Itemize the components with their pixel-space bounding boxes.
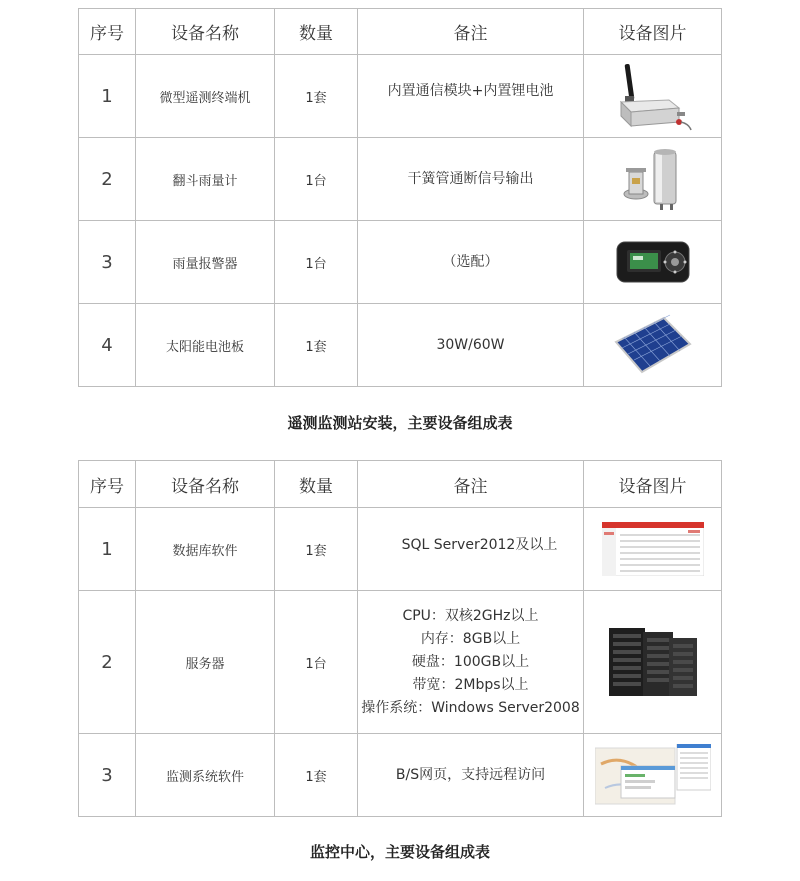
row-qty: 1台: [275, 591, 358, 734]
header-image: 设备图片: [584, 9, 722, 55]
header-image: 设备图片: [584, 461, 722, 508]
row-note: B/S网页，支持远程访问: [358, 734, 584, 817]
table-row: [79, 138, 722, 221]
database-software-screenshot-image: [602, 522, 704, 576]
row-name: 数据库软件: [136, 508, 275, 591]
row-qty: 1套: [275, 508, 358, 591]
header-name: 设备名称: [136, 461, 275, 508]
row-note: CPU：双核2GHz以上 内存：8GB以上 硬盘：100GB以上 带宽：2Mbps以上 操作系统：Windows Server2008: [358, 591, 584, 734]
table-row: [79, 734, 722, 817]
header-qty: 数量: [275, 461, 358, 508]
rain-alarm-device-image: [613, 238, 693, 286]
row-qty: 1套: [275, 734, 358, 817]
row-note: 30W/60W: [358, 304, 584, 387]
row-no: 2: [79, 138, 136, 221]
rtu-terminal-device-image: [613, 60, 693, 132]
row-name: 监测系统软件: [136, 734, 275, 817]
header-qty: 数量: [275, 9, 358, 55]
row-name: 太阳能电池板: [136, 304, 275, 387]
row-no: 4: [79, 304, 136, 387]
solar-panel-image: [612, 314, 694, 376]
header-no: 序号: [79, 9, 136, 55]
table-header-row: [79, 461, 722, 508]
server-racks-image: [607, 626, 699, 698]
row-name: 翻斗雨量计: [136, 138, 275, 221]
table1-caption: 遥测监测站安装，主要设备组成表: [287, 414, 513, 432]
row-note: 内置通信模块+内置锂电池: [358, 55, 584, 138]
tipping-bucket-rain-gauge-image: [618, 146, 688, 212]
row-name: 服务器: [136, 591, 275, 734]
row-name: 微型遥测终端机: [136, 55, 275, 138]
header-note: 备注: [358, 9, 584, 55]
row-no: 3: [79, 221, 136, 304]
row-note: （选配）: [358, 221, 584, 304]
header-name: 设备名称: [136, 9, 275, 55]
table-row: [79, 591, 722, 734]
row-qty: 1套: [275, 55, 358, 138]
table2-caption: 监控中心，主要设备组成表: [309, 843, 490, 861]
monitoring-software-screenshot-image: [595, 744, 711, 806]
row-name: 雨量报警器: [136, 221, 275, 304]
row-no: 3: [79, 734, 136, 817]
row-note: 干簧管通断信号输出: [358, 138, 584, 221]
row-qty: 1套: [275, 304, 358, 387]
row-qty: 1台: [275, 221, 358, 304]
table-header-row: [79, 9, 722, 55]
equipment-table-monitoring-center: [78, 460, 722, 817]
header-no: 序号: [79, 461, 136, 508]
table-row: [79, 55, 722, 138]
header-note: 备注: [358, 461, 584, 508]
equipment-table-remote-station: [78, 8, 722, 387]
row-note: SQL Server2012及以上: [358, 508, 584, 591]
table-row: [79, 221, 722, 304]
row-qty: 1台: [275, 138, 358, 221]
table-row: [79, 304, 722, 387]
row-no: 1: [79, 55, 136, 138]
row-no: 2: [79, 591, 136, 734]
row-no: 1: [79, 508, 136, 591]
table-row: [79, 508, 722, 591]
